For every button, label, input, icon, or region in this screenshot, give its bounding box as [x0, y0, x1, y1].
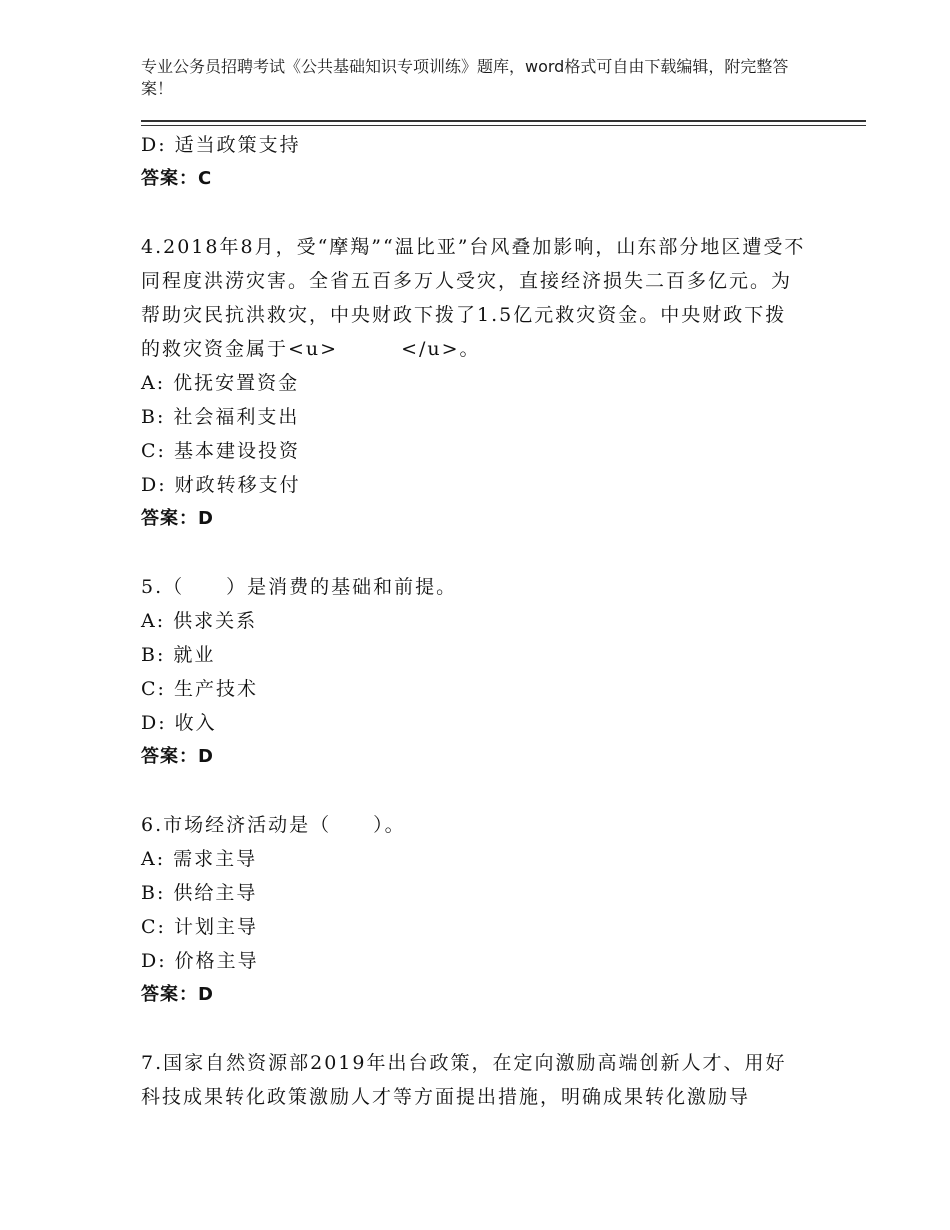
option-a: A: 供求关系 — [141, 610, 258, 632]
answer: 答案：D — [141, 508, 214, 529]
question-6-stem: 6.市场经济活动是（ ）。 — [141, 814, 406, 836]
option-d: D: 财政转移支付 — [141, 474, 301, 496]
question-4-stem: 4.2018年8月，受“摩羯”“温比亚”台风叠加影响，山东部分地区遭受不同程度洪涝灾害。全省五百多万人受灾，直接经济损失二百多亿元。为帮助灾民抗洪救灾，中央财政下拨了1.5亿元救灾资金。中央财政下拨的救灾资金属于<u> </u>。 — [141, 236, 806, 360]
option-d: D: 价格主导 — [141, 950, 259, 972]
option-b: B: 就业 — [141, 644, 216, 666]
option-b: B: 社会福利支出 — [141, 406, 300, 428]
option-c: C: 生产技术 — [141, 678, 258, 700]
option-a: A: 需求主导 — [141, 848, 258, 870]
option-d: D: 收入 — [141, 712, 217, 734]
option-c: C: 基本建设投资 — [141, 440, 300, 462]
question-5-stem: 5.（ ）是消费的基础和前提。 — [141, 576, 458, 598]
answer: 答案：D — [141, 984, 214, 1005]
answer: 答案：D — [141, 746, 214, 767]
question-7-stem: 7.国家自然资源部2019年出台政策，在定向激励高端创新人才、用好科技成果转化政策激励人才等方面提出措施，明确成果转化激励导 — [141, 1052, 787, 1108]
option-a: A: 优抚安置资金 — [141, 372, 300, 394]
document-body — [141, 128, 821, 1114]
option-d: D: 适当政策支持 — [141, 134, 301, 156]
page-header: 专业公务员招聘考试《公共基础知识专项训练》题库，word格式可自由下载编辑，附完整答案！ — [141, 57, 789, 98]
option-c: C: 计划主导 — [141, 916, 258, 938]
answer: 答案：C — [141, 168, 213, 189]
header-rule-thick — [141, 120, 866, 122]
option-b: B: 供给主导 — [141, 882, 258, 904]
header-rule-thin — [141, 125, 866, 126]
